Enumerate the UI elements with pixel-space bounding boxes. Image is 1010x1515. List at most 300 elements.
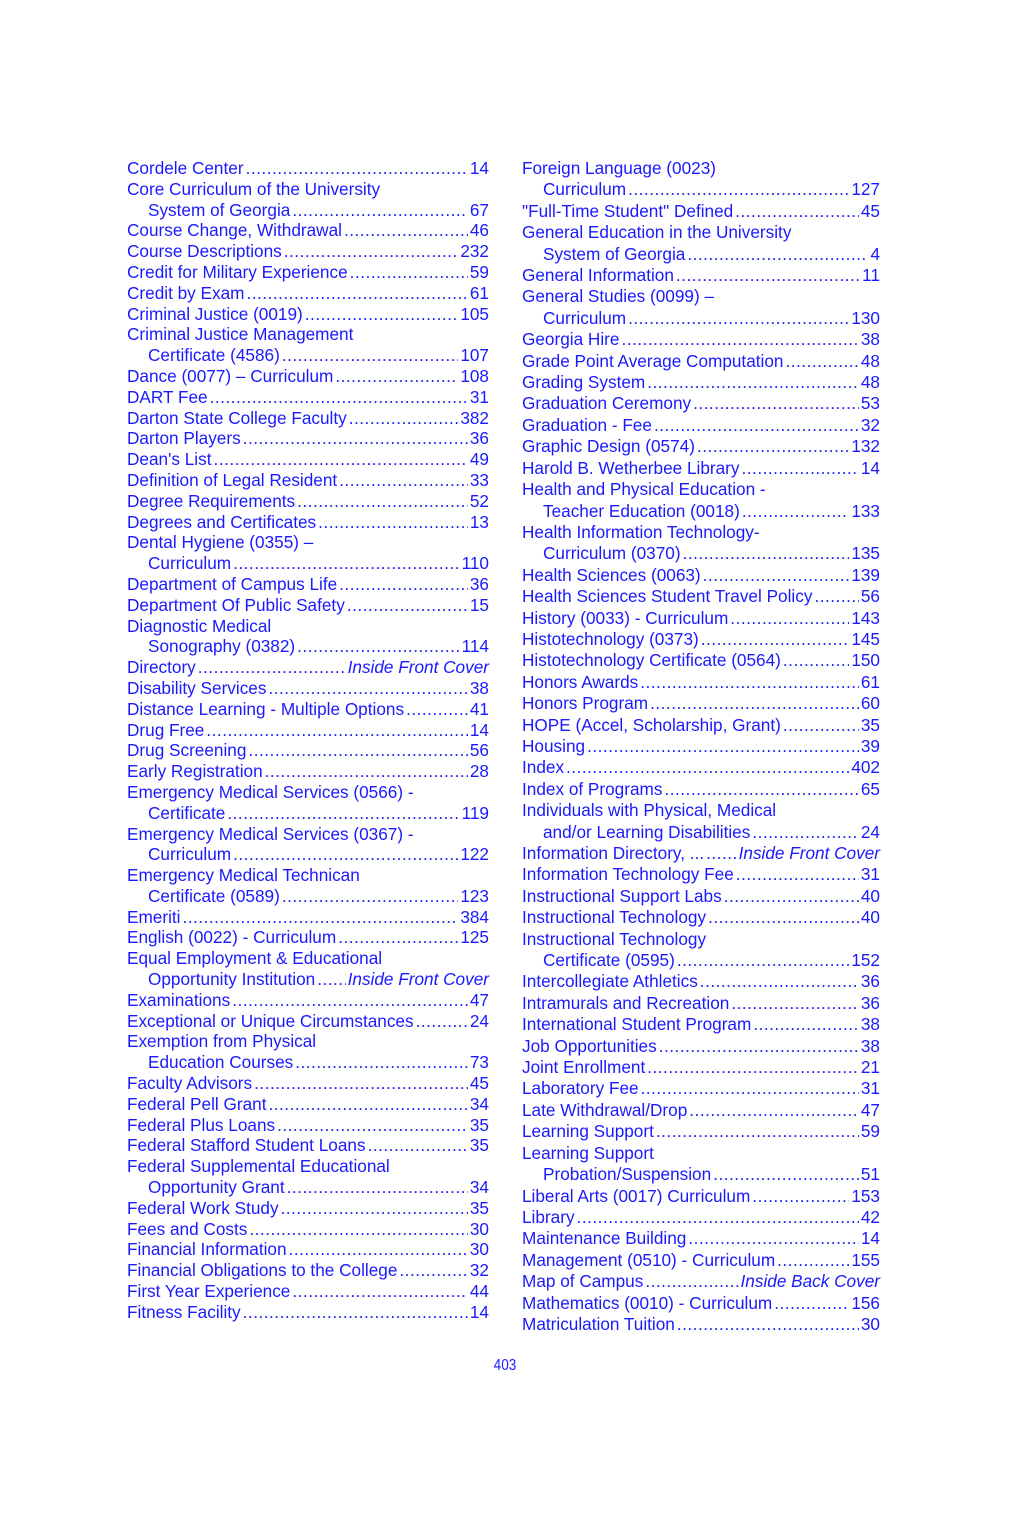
index-entry — [127, 1239, 489, 1260]
index-entry — [522, 843, 880, 864]
index-entry-line — [522, 886, 880, 907]
index-term: Job Opportunities — [522, 1035, 657, 1056]
index-term: History (0033) - Curriculum — [522, 607, 729, 628]
index-term: Darton State College Faculty — [127, 407, 347, 428]
index-entry — [522, 565, 880, 586]
index-entry — [127, 532, 489, 574]
index-entry — [522, 971, 880, 992]
index-term: Opportunity Grant — [148, 1177, 285, 1198]
index-entry — [522, 672, 880, 693]
index-page-ref: 34 — [469, 1177, 489, 1198]
index-entry-line — [522, 1293, 880, 1314]
dot-leader — [703, 565, 850, 586]
index-entry-continuation — [522, 244, 880, 265]
index-page-ref: 47 — [860, 1099, 880, 1120]
index-entry-line — [522, 1314, 880, 1335]
index-entry — [127, 574, 489, 595]
index-entry-line — [127, 241, 489, 262]
dot-leader — [736, 864, 859, 885]
index-entry-line — [522, 1250, 880, 1271]
dot-leader — [243, 428, 468, 449]
dot-leader — [206, 720, 468, 741]
index-page-ref: 39 — [860, 735, 880, 756]
index-term: Department of Campus Life — [127, 573, 338, 594]
dot-leader — [292, 1281, 468, 1302]
index-entry — [127, 1094, 489, 1115]
index-page-ref: 38 — [860, 1014, 880, 1035]
index-page-ref: 108 — [460, 365, 489, 386]
index-entry-line — [522, 736, 880, 757]
dot-leader — [344, 220, 468, 241]
index-entry — [127, 761, 489, 782]
index-term: HOPE (Accel, Scholarship, Grant) — [522, 714, 781, 735]
index-entry-continuation — [522, 543, 880, 564]
index-entry — [127, 1260, 489, 1281]
index-entry — [127, 1302, 489, 1323]
index-page-ref: 67 — [469, 199, 489, 220]
index-page-ref: 35 — [469, 1114, 489, 1135]
index-entry — [127, 824, 489, 866]
dot-leader — [268, 678, 467, 699]
index-entry — [522, 929, 880, 972]
index-entry — [127, 1073, 489, 1094]
dot-leader — [677, 1314, 859, 1335]
page-number: 403 — [493, 1357, 517, 1374]
index-term: General Studies (0099) – — [522, 286, 715, 307]
index-entry-line — [522, 265, 880, 286]
index-entry-continuation — [127, 636, 489, 657]
index-entry — [522, 715, 880, 736]
index-page-ref: 53 — [860, 393, 880, 414]
index-entry — [522, 800, 880, 843]
index-term: Mathematics (0010) - Curriculum — [522, 1292, 773, 1313]
index-term: Course Change, Withdrawal — [127, 220, 342, 241]
index-term: Financial Information — [127, 1239, 287, 1260]
index-page-ref: 38 — [860, 329, 880, 350]
index-term: Histotechnology (0373) — [522, 628, 699, 649]
index-entry-line — [522, 993, 880, 1014]
dot-leader — [347, 595, 468, 616]
index-entry — [127, 1198, 489, 1219]
index-entry — [127, 1135, 489, 1156]
dot-leader — [697, 436, 849, 457]
index-term: Directory — [127, 657, 196, 678]
index-entry-line — [522, 1036, 880, 1057]
dot-leader — [656, 1121, 859, 1142]
index-term: Intramurals and Recreation — [522, 992, 730, 1013]
dot-leader — [742, 501, 849, 522]
index-page-ref: 45 — [469, 1073, 489, 1094]
index-entry-line — [127, 470, 489, 491]
index-page-ref: 44 — [469, 1281, 489, 1302]
index-entry-line — [522, 1014, 880, 1035]
dot-leader — [677, 950, 849, 971]
index-page-ref: 107 — [460, 345, 489, 366]
index-page-ref: 31 — [860, 864, 880, 885]
index-entry — [127, 740, 489, 761]
index-page-ref: 56 — [860, 586, 880, 607]
index-entry — [522, 329, 880, 350]
index-term: Index of Programs — [522, 778, 663, 799]
index-entry-continuation — [127, 886, 489, 907]
dot-leader — [265, 761, 468, 782]
index-term: Map of Campus — [522, 1271, 644, 1292]
index-entry-line — [127, 907, 489, 928]
index-page-ref: 14 — [469, 719, 489, 740]
index-page-ref: 127 — [851, 179, 880, 200]
index-page-ref: 41 — [469, 698, 489, 719]
index-term: Curriculum — [543, 179, 627, 200]
index-term: General Education in the University — [522, 222, 792, 243]
index-page-ref: 24 — [469, 1010, 489, 1031]
dot-leader — [277, 1115, 468, 1136]
index-entry-line — [127, 1198, 489, 1219]
index-term: Definition of Legal Resident — [127, 469, 338, 490]
dot-leader — [621, 329, 858, 350]
index-entry — [127, 865, 489, 907]
index-term: Distance Learning - Multiple Options — [127, 698, 405, 719]
index-entry-line — [127, 740, 489, 761]
index-page-ref: 40 — [860, 907, 880, 928]
index-entry — [522, 265, 880, 286]
index-entry-line — [127, 324, 489, 345]
dot-leader — [249, 1219, 468, 1240]
dot-leader — [335, 366, 458, 387]
index-entry-line — [522, 351, 880, 372]
dot-leader — [339, 470, 468, 491]
index-term: Housing — [522, 735, 586, 756]
index-entry-line — [127, 220, 489, 241]
index-entry — [127, 782, 489, 824]
index-term: "Full-Time Student" Defined — [522, 200, 734, 221]
index-page-ref: 47 — [469, 989, 489, 1010]
index-entry — [522, 779, 880, 800]
index-term: Dental Hygiene (0355) – — [127, 532, 314, 553]
index-entry-continuation — [127, 553, 489, 574]
index-entry — [522, 1186, 880, 1207]
index-entry-line — [127, 304, 489, 325]
dot-leader — [742, 458, 859, 479]
index-page-ref: 36 — [860, 971, 880, 992]
index-entry-line — [522, 1078, 880, 1099]
index-entry-line — [127, 1011, 489, 1032]
index-column-left — [127, 158, 489, 1323]
index-column-right — [522, 158, 880, 1335]
dot-leader — [687, 244, 868, 265]
index-term: Federal Stafford Student Loans — [127, 1135, 366, 1156]
index-page-ref: 48 — [860, 350, 880, 371]
index-page-ref: 30 — [469, 1218, 489, 1239]
index-page-ref: Inside Front Cover — [738, 843, 880, 863]
index-page-ref: 139 — [851, 564, 880, 585]
index-page-ref: 11 — [862, 265, 880, 286]
index-page-ref: 28 — [469, 761, 489, 782]
dot-leader — [246, 158, 468, 179]
index-entry-continuation — [127, 969, 489, 990]
dot-leader — [708, 907, 859, 928]
index-page-ref: Inside Back Cover — [740, 1271, 880, 1292]
index-term: Examinations — [127, 989, 231, 1010]
index-term: Certificate (0589) — [148, 885, 280, 906]
index-term: Equal Employment & Educational — [127, 948, 383, 969]
index-page-ref: 232 — [460, 241, 489, 262]
index-entry-line — [127, 782, 489, 803]
dot-leader — [676, 265, 860, 286]
index-term: Certificate (4586) — [148, 345, 280, 366]
index-page-ref: 122 — [460, 844, 489, 865]
dot-leader — [287, 1177, 468, 1198]
dot-leader — [689, 1100, 859, 1121]
index-page-ref: 30 — [860, 1313, 880, 1334]
index-term: Certificate — [148, 802, 226, 823]
dot-leader — [645, 1271, 738, 1292]
index-entry-continuation — [127, 803, 489, 824]
index-entry-line — [127, 366, 489, 387]
dot-leader — [350, 262, 468, 283]
index-entry-line — [522, 1121, 880, 1142]
index-page-ref: 14 — [469, 158, 489, 178]
index-entry — [522, 864, 880, 885]
index-term: Opportunity Institution — [148, 969, 316, 990]
dot-leader — [295, 1052, 468, 1073]
index-entry — [522, 479, 880, 522]
index-term: Exemption from Physical — [127, 1031, 317, 1052]
dot-leader — [683, 543, 850, 564]
index-term: Maintenance Building — [522, 1228, 687, 1249]
index-page-ref: 31 — [860, 1078, 880, 1099]
index-entry — [522, 1121, 880, 1142]
index-entry — [127, 428, 489, 449]
index-page-ref: 135 — [851, 543, 880, 564]
index-entry — [127, 948, 489, 990]
index-entry-line — [127, 449, 489, 470]
index-entry — [127, 262, 489, 283]
index-page-ref: 145 — [851, 628, 880, 649]
index-term: Curriculum — [148, 844, 232, 865]
index-term: Darton Players — [127, 428, 241, 449]
index-entry — [127, 1115, 489, 1136]
index-entry — [127, 616, 489, 658]
index-page-ref: 36 — [469, 428, 489, 449]
dot-leader — [647, 1057, 859, 1078]
index-term: Honors Awards — [522, 671, 639, 692]
index-term: Matriculation Tuition — [522, 1313, 675, 1334]
index-entry-line — [127, 595, 489, 616]
index-term: Graphic Design (0574) — [522, 436, 695, 457]
index-entry-line — [522, 843, 880, 864]
dot-leader — [777, 1250, 849, 1271]
index-entry-line — [522, 201, 880, 222]
dot-leader — [641, 1078, 859, 1099]
dot-leader — [628, 179, 849, 200]
index-entry-line — [522, 779, 880, 800]
index-entry — [522, 629, 880, 650]
dot-leader — [416, 1011, 468, 1032]
dot-leader — [284, 241, 459, 262]
dot-leader — [289, 1239, 468, 1260]
index-page-ref: 40 — [860, 885, 880, 906]
index-entry-line — [127, 1156, 489, 1177]
index-term: Individuals with Physical, Medical — [522, 800, 777, 821]
index-entry-line — [522, 222, 880, 243]
index-page-ref: 119 — [461, 802, 489, 823]
dot-leader — [735, 201, 859, 222]
index-term: Health Sciences Student Travel Policy — [522, 586, 813, 607]
index-term: Joint Enrollment — [522, 1057, 646, 1078]
index-entry-line — [127, 927, 489, 948]
index-entry-line — [522, 458, 880, 479]
index-term: Financial Obligations to the College — [127, 1260, 398, 1281]
dot-leader — [647, 372, 859, 393]
index-entry-line — [127, 1073, 489, 1094]
index-term: Graduation Ceremony — [522, 393, 692, 414]
index-page-ref: 56 — [469, 740, 489, 761]
index-entry-continuation — [522, 501, 880, 522]
index-page-ref: 34 — [469, 1093, 489, 1114]
dot-leader — [368, 1135, 468, 1156]
index-entry-continuation — [127, 844, 489, 865]
index-entry-line — [522, 372, 880, 393]
index-entry-line — [127, 491, 489, 512]
index-entry-line — [127, 512, 489, 533]
dot-leader — [724, 886, 859, 907]
index-entry — [522, 201, 880, 222]
index-term: Information Directory, ... — [522, 843, 705, 863]
index-term: Department Of Public Safety — [127, 594, 345, 615]
index-entry-line — [522, 929, 880, 950]
index-term: System of Georgia — [148, 199, 291, 220]
index-entry — [522, 1314, 880, 1335]
dot-leader — [282, 886, 458, 907]
dot-leader — [246, 283, 467, 304]
index-entry-line — [127, 616, 489, 637]
index-entry — [522, 351, 880, 372]
index-page-ref: 132 — [851, 436, 880, 457]
dot-leader — [317, 969, 345, 990]
dot-leader — [752, 1186, 849, 1207]
dot-leader — [664, 779, 858, 800]
dot-leader — [774, 1293, 849, 1314]
index-entry — [127, 283, 489, 304]
index-entry-line — [522, 715, 880, 736]
index-entry — [522, 650, 880, 671]
index-term: System of Georgia — [543, 243, 686, 264]
index-page-ref: 31 — [469, 386, 489, 407]
index-entry-line — [127, 158, 489, 179]
index-entry-line — [522, 693, 880, 714]
index-entry — [127, 678, 489, 699]
index-entry — [522, 1143, 880, 1186]
index-page-ref: 30 — [469, 1239, 489, 1260]
index-page-ref: Inside Front Cover — [347, 657, 489, 678]
dot-leader — [254, 1073, 468, 1094]
index-page-ref: 13 — [469, 511, 489, 532]
index-page-ref: 14 — [860, 457, 880, 478]
index-entry-line — [127, 179, 489, 200]
index-entry-line — [522, 286, 880, 307]
dot-leader — [349, 408, 459, 429]
index-term: Probation/Suspension — [543, 1164, 712, 1185]
index-page-ref: 61 — [860, 671, 880, 692]
index-entry-continuation — [522, 822, 880, 843]
index-term: Instructional Technology — [522, 928, 707, 949]
index-term: Information Technology Fee — [522, 864, 734, 885]
index-entry — [127, 366, 489, 387]
index-term: Criminal Justice Management — [127, 324, 354, 345]
index-entry — [127, 324, 489, 366]
index-entry-line — [522, 1207, 880, 1228]
index-entry — [127, 158, 489, 179]
index-term: Histotechnology Certificate (0564) — [522, 650, 781, 671]
dot-leader — [243, 1302, 468, 1323]
index-page-ref: 38 — [860, 1035, 880, 1056]
index-entry-line — [522, 329, 880, 350]
index-entry-line — [127, 948, 489, 969]
index-entry-line — [127, 990, 489, 1011]
index-page-ref: 402 — [851, 757, 880, 778]
index-term: Emergency Medical Services (0367) - — [127, 823, 414, 844]
dot-leader — [731, 993, 859, 1014]
index-page-ref: 143 — [851, 607, 880, 628]
index-entry — [127, 241, 489, 262]
index-page-ref: 36 — [469, 573, 489, 594]
index-page-ref: 125 — [460, 927, 489, 948]
index-entry — [522, 222, 880, 265]
index-entry — [522, 1293, 880, 1314]
index-term: Instructional Technology — [522, 907, 707, 928]
index-term: Course Descriptions — [127, 241, 282, 262]
index-page-ref: 24 — [860, 821, 880, 842]
index-entry-line — [127, 574, 489, 595]
index-entry-line — [127, 657, 489, 678]
index-entry-line — [522, 586, 880, 607]
index-entry — [522, 886, 880, 907]
index-entry-line — [127, 1239, 489, 1260]
index-term: Honors Program — [522, 693, 649, 714]
index-entry — [127, 927, 489, 948]
dot-leader — [282, 345, 458, 366]
index-entry — [522, 693, 880, 714]
index-term: Credit for Military Experience — [127, 261, 348, 282]
index-entry-line — [522, 1143, 880, 1164]
index-term: Credit by Exam — [127, 282, 245, 303]
index-entry-line — [522, 479, 880, 500]
dot-leader — [700, 971, 859, 992]
index-entry — [127, 449, 489, 470]
index-page-ref: 110 — [461, 553, 489, 574]
index-page-ref: 65 — [860, 778, 880, 799]
index-entry-continuation — [522, 950, 880, 971]
index-entry-line — [127, 1094, 489, 1115]
index-entry-line — [522, 864, 880, 885]
index-term: Health Information Technology- — [522, 521, 760, 542]
dot-leader — [338, 927, 458, 948]
index-entry-line — [127, 678, 489, 699]
index-term: Federal Plus Loans — [127, 1114, 276, 1135]
index-term: Curriculum — [543, 307, 627, 328]
index-entry — [522, 436, 880, 457]
index-entry — [522, 736, 880, 757]
dot-leader — [628, 308, 849, 329]
index-page-ref: 114 — [461, 636, 489, 657]
dot-leader — [752, 822, 859, 843]
dot-leader — [233, 553, 460, 574]
index-entry-line — [522, 629, 880, 650]
index-term: Sonography (0382) — [148, 636, 296, 657]
index-page-ref: 73 — [469, 1052, 489, 1073]
index-term: Core Curriculum of the University — [127, 178, 381, 199]
index-entry-line — [127, 283, 489, 304]
